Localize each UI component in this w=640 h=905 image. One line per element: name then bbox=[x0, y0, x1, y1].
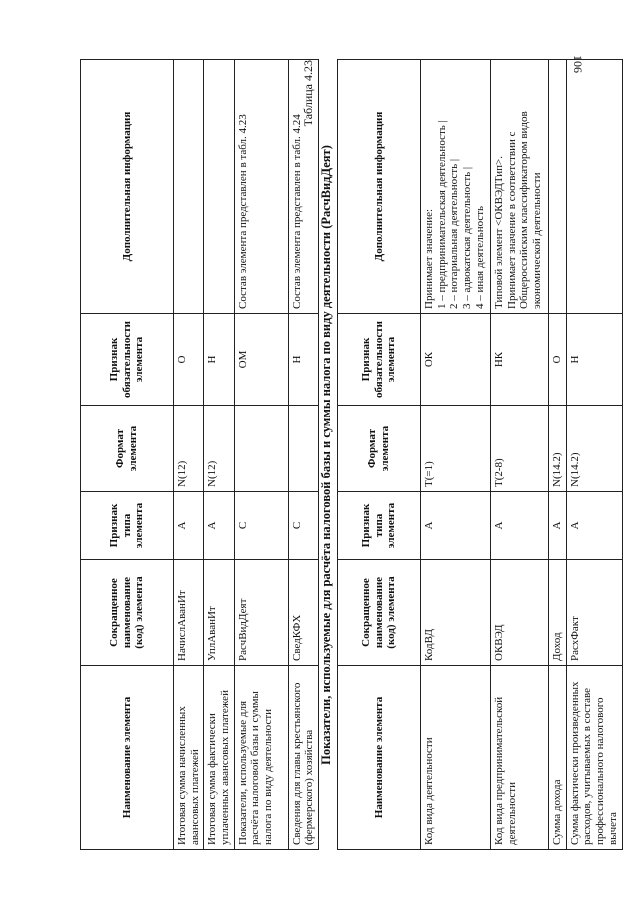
cell-code: НачислАванИт bbox=[174, 560, 204, 666]
cell-info bbox=[174, 60, 204, 314]
table-row bbox=[234, 60, 288, 850]
header-name: Наименование элемента bbox=[81, 666, 174, 850]
cell-format: N(12) bbox=[204, 406, 234, 492]
cell-name: Сумма фактически произведенных расходов, учитываемых в составе профессионального налогового вычета bbox=[566, 666, 622, 850]
cell-type: А bbox=[421, 492, 491, 560]
cell-name: Итоговая сумма начисленных авансовых платежей bbox=[174, 666, 204, 850]
info-line: Принимает значение в соответствии с Общероссийским классификатором видов экономической деятельности bbox=[505, 111, 543, 309]
header-code: Сокращенное наименование (код) элемента bbox=[81, 560, 174, 666]
cell-format: T(=1) bbox=[421, 406, 491, 492]
table-row bbox=[549, 60, 567, 850]
cell-required: НК bbox=[491, 314, 549, 406]
cell-code: УплАванИт bbox=[204, 560, 234, 666]
cell-required: Н bbox=[566, 314, 622, 406]
cell-type: С bbox=[234, 492, 288, 560]
table-header-row bbox=[81, 60, 174, 850]
cell-name: Сумма дохода bbox=[549, 666, 567, 850]
table-4-23 bbox=[337, 59, 623, 850]
page-number: 106 bbox=[571, 55, 585, 73]
table-row bbox=[204, 60, 234, 850]
info-line: 1 – предпринимательская деятельность | bbox=[435, 120, 448, 309]
cell-type: А bbox=[174, 492, 204, 560]
header-type: Признак типа элемента bbox=[338, 492, 421, 560]
info-line: 2 – нотариальная деятельность | bbox=[448, 158, 461, 309]
header-name: Наименование элемента bbox=[338, 666, 421, 850]
cell-info bbox=[491, 60, 549, 314]
header-required: Признак обязательности элемента bbox=[338, 314, 421, 406]
cell-code: Доход bbox=[549, 560, 567, 666]
cell-info: Состав элемента представлен в табл. 4.23 bbox=[234, 60, 288, 314]
info-line: Принимает значение: bbox=[423, 208, 435, 309]
table-4-22-continuation bbox=[80, 59, 319, 850]
cell-type: А bbox=[549, 492, 567, 560]
table-title: Показатели, используемые для расчёта налоговой базы и суммы налога по виду деятельности (РасчВидДеят) bbox=[319, 145, 333, 765]
cell-info: Состав элемента представлен в табл. 4.24 bbox=[288, 60, 318, 314]
cell-info bbox=[566, 60, 622, 314]
header-format: Формат элемента bbox=[338, 406, 421, 492]
cell-code: ОКВЭД bbox=[491, 560, 549, 666]
cell-required: Н bbox=[204, 314, 234, 406]
cell-name: Код вида деятельности bbox=[421, 666, 491, 850]
cell-required: О bbox=[174, 314, 204, 406]
cell-format: T(2-8) bbox=[491, 406, 549, 492]
cell-format: N(12) bbox=[174, 406, 204, 492]
header-required: Признак обязательности элемента bbox=[81, 314, 174, 406]
header-code: Сокращенное наименование (код) элемента bbox=[338, 560, 421, 666]
table-row bbox=[174, 60, 204, 850]
header-info: Дополнительная информация bbox=[338, 60, 421, 314]
cell-required: ОК bbox=[421, 314, 491, 406]
cell-code: КодВД bbox=[421, 560, 491, 666]
table-label: Таблица 4.23 bbox=[301, 60, 315, 127]
cell-code: РасхФакт bbox=[566, 560, 622, 666]
cell-code: СведКФХ bbox=[288, 560, 318, 666]
info-line: 3 – адвокатская деятельность | bbox=[460, 166, 473, 309]
cell-name: Код вида предпринимательской деятельности bbox=[491, 666, 549, 850]
cell-type: А bbox=[566, 492, 622, 560]
cell-name: Итоговая сумма фактически уплаченных авансовых платежей bbox=[204, 666, 234, 850]
table-row bbox=[566, 60, 622, 850]
cell-format bbox=[288, 406, 318, 492]
cell-type: А bbox=[204, 492, 234, 560]
table-row bbox=[288, 60, 318, 850]
table-header-row bbox=[338, 60, 421, 850]
cell-required: ОМ bbox=[234, 314, 288, 406]
cell-format: N(14.2) bbox=[566, 406, 622, 492]
table-row bbox=[491, 60, 549, 850]
cell-type: А bbox=[491, 492, 549, 560]
cell-format: N(14.2) bbox=[549, 406, 567, 492]
cell-info bbox=[421, 60, 491, 314]
cell-info bbox=[204, 60, 234, 314]
cell-name: Показатели, используемые для расчёта налоговой базы и суммы налога по виду деятельности bbox=[234, 666, 288, 850]
info-line: Типовой элемент <ОКВЭДТип>. bbox=[493, 156, 505, 309]
cell-name: Сведения для главы крестьянского (фермерского) хозяйства bbox=[288, 666, 318, 850]
table-row bbox=[421, 60, 491, 850]
cell-required: О bbox=[549, 314, 567, 406]
cell-format bbox=[234, 406, 288, 492]
header-format: Формат элемента bbox=[81, 406, 174, 492]
info-line: 4 – иная деятельность bbox=[473, 205, 486, 309]
cell-type: С bbox=[288, 492, 318, 560]
header-type: Признак типа элемента bbox=[81, 492, 174, 560]
cell-required: Н bbox=[288, 314, 318, 406]
cell-code: РасчВидДеят bbox=[234, 560, 288, 666]
header-info: Дополнительная информация bbox=[81, 60, 174, 314]
cell-info bbox=[549, 60, 567, 314]
